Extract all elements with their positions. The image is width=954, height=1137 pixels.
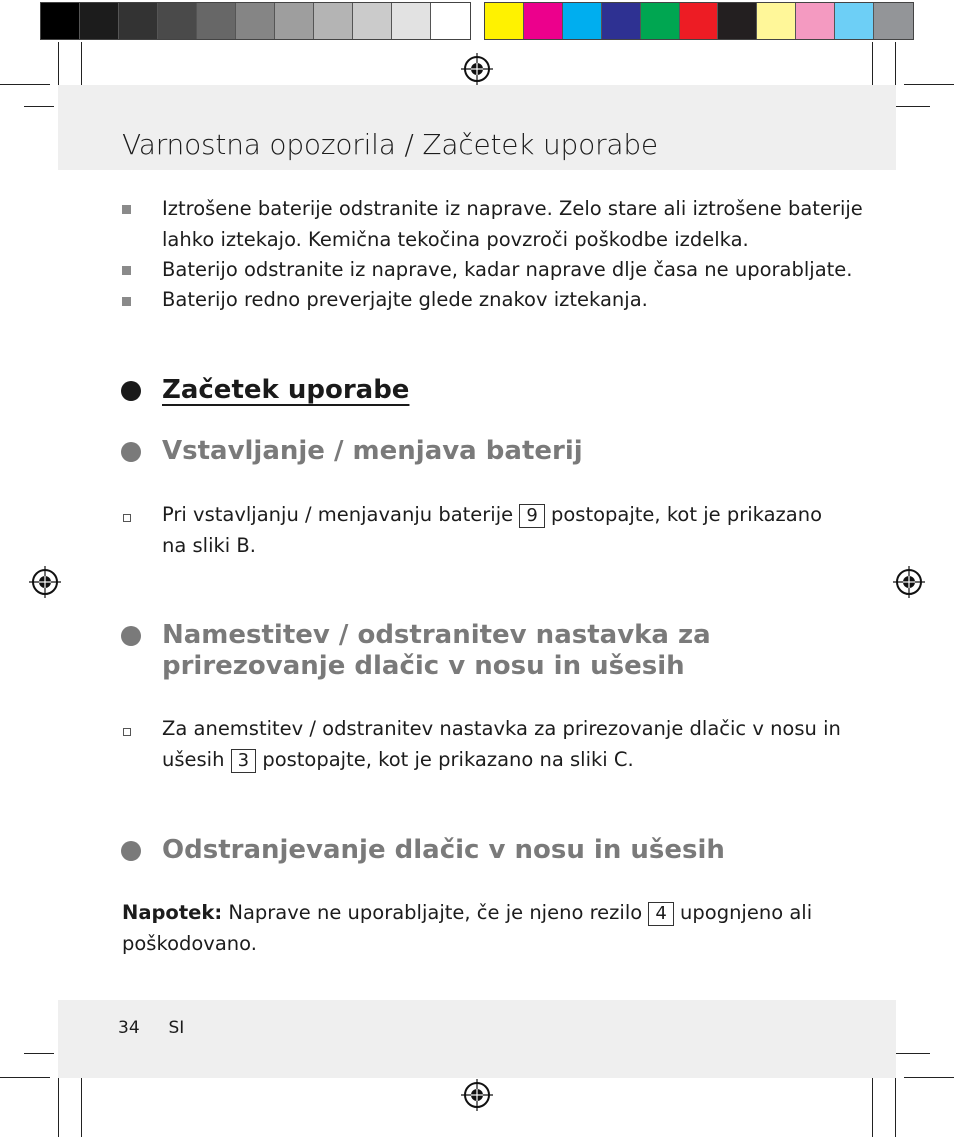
attachment-line [162, 745, 841, 776]
crop-mark [58, 42, 59, 90]
circle-bullet-icon [121, 626, 141, 646]
battery-line: na sliki B. [162, 533, 256, 557]
attachment-instruction [162, 714, 841, 775]
crop-mark [58, 1075, 59, 1137]
note-line: poškodovano. [122, 931, 257, 955]
crop-mark [904, 84, 954, 85]
color-swatch [80, 3, 119, 39]
attachment-line: Za anemstitev / odstranitev nastavka za prirezovanje dlačic v nosu in [162, 717, 841, 740]
section-heading-line: prirezovanje dlačic v nosu in ušesih [162, 651, 685, 681]
section-heading-line: Namestitev / odstranitev nastavka za [162, 620, 711, 650]
registration-mark-icon [892, 565, 926, 599]
open-square-bullet-icon [123, 514, 131, 522]
battery-line [162, 500, 822, 531]
section-heading-start [162, 375, 409, 406]
filled-square-bullet-icon [122, 297, 131, 306]
color-calibration-bar [484, 2, 914, 40]
warning-line: lahko iztekajo. Kemična tekočina povzroči poškodbe izdelka. [162, 227, 749, 251]
color-swatch [41, 3, 80, 39]
warning-item [162, 255, 853, 286]
page-footer [118, 1018, 184, 1038]
crop-mark [81, 42, 82, 90]
registration-mark-icon [460, 52, 494, 86]
section-heading-battery: Vstavljanje / menjava baterij [162, 436, 583, 466]
battery-text-before: Pri vstavljanju / menjavanju baterije [162, 503, 514, 526]
note-text-before: Naprave ne uporabljajte, če je njeno rezilo [228, 901, 643, 924]
circle-bullet-icon [121, 841, 141, 861]
color-swatch [197, 3, 236, 39]
color-swatch [314, 3, 353, 39]
battery-instruction [162, 500, 822, 561]
registration-mark-icon [28, 565, 62, 599]
section-heading-text: Začetek uporabe [162, 375, 410, 405]
warning-line: Baterijo odstranite iz naprave, kadar naprave dlje časa ne uporabljate. [162, 258, 853, 281]
color-swatch [353, 3, 392, 39]
removal-note [122, 898, 812, 959]
circle-bullet-icon [121, 442, 141, 462]
color-swatch [602, 3, 641, 39]
part-reference-badge: 3 [231, 749, 256, 773]
warning-item [162, 194, 862, 255]
warning-line: Baterijo redno preverjajte glede znakov iztekanja. [162, 288, 648, 311]
crop-mark [24, 106, 54, 107]
warning-line: Iztrošene baterije odstranite iz naprave. Zelo stare ali iztrošene baterije [162, 197, 863, 220]
color-swatch [158, 3, 197, 39]
filled-square-bullet-icon [122, 266, 131, 275]
color-swatch [874, 3, 913, 39]
circle-bullet-icon [121, 381, 141, 401]
crop-mark [24, 1053, 54, 1054]
filled-square-bullet-icon [122, 205, 131, 214]
crop-mark [895, 1075, 896, 1137]
page-number: 34 [118, 1018, 140, 1038]
attachment-text-before: ušesih [162, 747, 225, 771]
color-swatch [485, 3, 524, 39]
attachment-text-after: postopajte, kot je prikazano na sliki C. [262, 747, 634, 771]
open-square-bullet-icon [123, 728, 131, 736]
color-swatch [392, 3, 431, 39]
color-swatch [641, 3, 680, 39]
page-language: SI [168, 1018, 185, 1038]
color-swatch [524, 3, 563, 39]
color-swatch [718, 3, 757, 39]
crop-mark [872, 42, 873, 90]
battery-text-after: postopajte, kot je prikazano [551, 503, 823, 526]
color-swatch [835, 3, 874, 39]
crop-mark [0, 1077, 50, 1078]
crop-mark [872, 1075, 873, 1137]
gray-calibration-bar [40, 2, 471, 40]
crop-mark [81, 1075, 82, 1137]
note-text-after: upognjeno ali [680, 901, 813, 924]
color-swatch [563, 3, 602, 39]
color-swatch [236, 3, 275, 39]
crop-mark [0, 84, 50, 85]
color-swatch [431, 3, 470, 39]
footer-band [58, 1000, 896, 1078]
crop-mark [904, 1077, 954, 1078]
color-swatch [275, 3, 314, 39]
warning-item [162, 285, 648, 316]
part-reference-badge: 4 [648, 902, 673, 926]
crop-mark [895, 42, 896, 90]
part-reference-badge: 9 [519, 504, 544, 528]
note-label: Napotek: [122, 901, 223, 924]
page-title: Varnostna opozorila / Začetek uporabe [122, 128, 658, 161]
registration-mark-icon [460, 1078, 494, 1112]
color-swatch [796, 3, 835, 39]
section-heading-attachment [162, 620, 711, 682]
color-swatch [680, 3, 719, 39]
color-swatch [119, 3, 158, 39]
section-heading-removal: Odstranjevanje dlačic v nosu in ušesih [162, 835, 725, 865]
note-line [122, 898, 812, 929]
color-swatch [757, 3, 796, 39]
